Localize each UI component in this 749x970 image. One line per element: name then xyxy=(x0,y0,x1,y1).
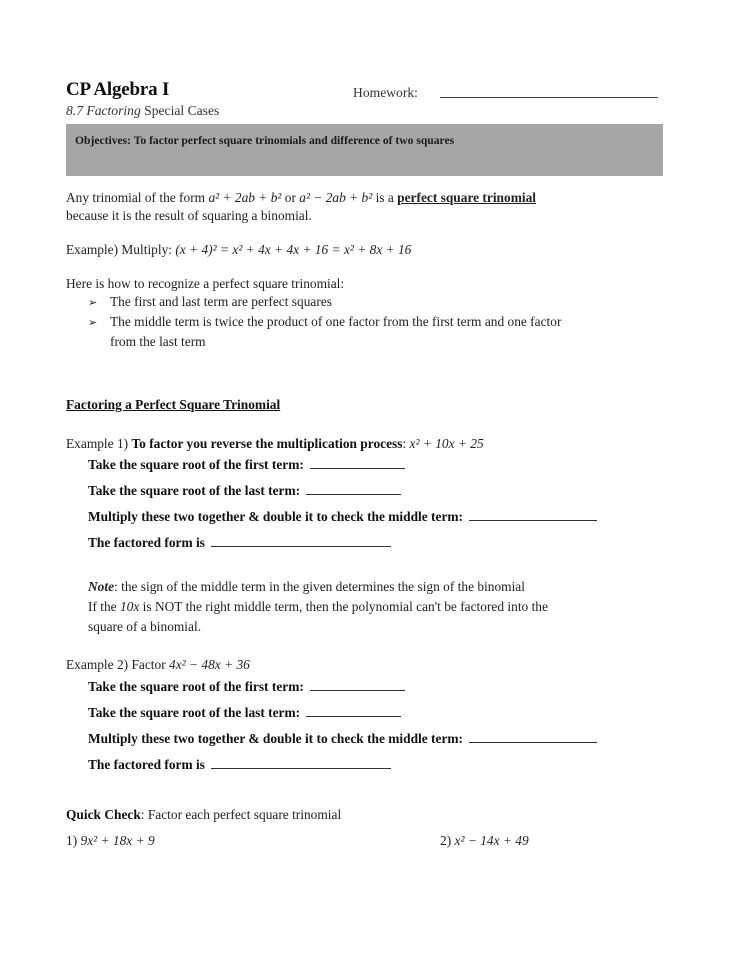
example-1-expression: x² + 10x + 25 xyxy=(409,436,484,451)
note-line-2 xyxy=(88,599,548,615)
recognize-bullet-1: The first and last term are perfect squares xyxy=(110,294,332,309)
key-term: perfect square trinomial xyxy=(397,190,536,205)
objectives-box xyxy=(66,124,663,176)
recognize-bullet-2-cont: from the last term xyxy=(110,334,206,349)
subtitle-italic: 8.7 Factoring xyxy=(66,103,141,118)
problem-expression: x² − 14x + 49 xyxy=(454,833,529,848)
answer-blank[interactable] xyxy=(211,534,391,547)
step-label: The factored form is xyxy=(88,535,209,550)
intro-or: or xyxy=(281,190,300,205)
example-1-step-4 xyxy=(88,534,391,551)
answer-blank[interactable] xyxy=(310,678,405,691)
step-label: Multiply these two together & double it to check the middle term: xyxy=(88,509,467,524)
recognize-bullet-2: The middle term is twice the product of one factor from the first term and one factor xyxy=(110,314,562,329)
example-1-step-2 xyxy=(88,482,401,499)
problem-number: 2) xyxy=(440,833,455,848)
example-2-step-4 xyxy=(88,756,391,773)
quick-check-problem-1 xyxy=(66,833,155,849)
homework-label: Homework: xyxy=(353,85,418,100)
example-2-label: Example 2) Factor xyxy=(66,657,169,672)
example-multiply xyxy=(66,242,411,258)
answer-blank[interactable] xyxy=(469,730,597,743)
arrow-bullet-icon: ➢ xyxy=(88,297,98,309)
section-heading: Factoring a Perfect Square Trinomial xyxy=(66,397,281,412)
example-1-step-1 xyxy=(88,456,405,473)
note-label: Note xyxy=(88,579,115,594)
quick-check-instruction: : Factor each perfect square trinomial xyxy=(140,807,342,822)
example-1-label: Example 1) xyxy=(66,436,132,451)
objectives-text: Objectives: To factor perfect square trinomials and difference of two squares xyxy=(75,134,455,147)
document-subtitle xyxy=(66,103,219,119)
quick-check-label: Quick Check xyxy=(66,807,141,822)
intro-is-a: is a xyxy=(372,190,398,205)
problem-number: 1) xyxy=(66,833,81,848)
document-title: CP Algebra I xyxy=(66,79,170,100)
step-label: Take the square root of the first term: xyxy=(88,679,308,694)
answer-blank[interactable] xyxy=(306,704,401,717)
example-1-step-3 xyxy=(88,508,597,525)
step-label: Take the square root of the last term: xyxy=(88,705,304,720)
form-plus: a² + 2ab + b² xyxy=(208,190,282,205)
note-text: is NOT the right middle term, then the polynomial can't be factored into the xyxy=(139,599,548,614)
intro-text: Any trinomial of the form xyxy=(66,190,209,205)
note-text: : the sign of the middle term in the given determines the sign of the binomial xyxy=(114,579,525,594)
note-line-3: square of a binomial. xyxy=(88,619,202,634)
example-2-expression: 4x² − 48x + 36 xyxy=(169,657,250,672)
step-label: The factored form is xyxy=(88,757,209,772)
example-2-step-1 xyxy=(88,678,405,695)
intro-line-1 xyxy=(66,190,536,206)
note-line-1 xyxy=(88,579,525,595)
note-term: 10x xyxy=(119,599,140,614)
answer-blank[interactable] xyxy=(306,482,401,495)
form-minus: a² − 2ab + b² xyxy=(299,190,373,205)
example-2-header xyxy=(66,657,250,673)
answer-blank[interactable] xyxy=(469,508,597,521)
example-multiply-expression: (x + 4)² = x² + 4x + 4x + 16 = x² + 8x + 16 xyxy=(175,242,412,257)
intro-line-2: because it is the result of squaring a binomial. xyxy=(66,208,312,223)
quick-check-heading xyxy=(66,807,341,823)
arrow-bullet-icon: ➢ xyxy=(88,317,98,329)
recognize-heading: Here is how to recognize a perfect square trinomial: xyxy=(66,276,345,291)
answer-blank[interactable] xyxy=(211,756,391,769)
step-label: Take the square root of the first term: xyxy=(88,457,308,472)
note-text: If the xyxy=(88,599,120,614)
example-1-colon: : xyxy=(402,436,410,451)
example-2-step-3 xyxy=(88,730,597,747)
homework-blank[interactable] xyxy=(440,97,658,98)
subtitle-rest: Special Cases xyxy=(140,103,220,118)
step-label: Take the square root of the last term: xyxy=(88,483,304,498)
example-multiply-label: Example) Multiply: xyxy=(66,242,176,257)
problem-expression: 9x² + 18x + 9 xyxy=(80,833,155,848)
step-label: Multiply these two together & double it to check the middle term: xyxy=(88,731,467,746)
example-1-header xyxy=(66,436,484,452)
answer-blank[interactable] xyxy=(310,456,405,469)
example-1-instruction: To factor you reverse the multiplication process xyxy=(131,436,403,451)
example-2-step-2 xyxy=(88,704,401,721)
quick-check-problem-2 xyxy=(440,833,529,849)
